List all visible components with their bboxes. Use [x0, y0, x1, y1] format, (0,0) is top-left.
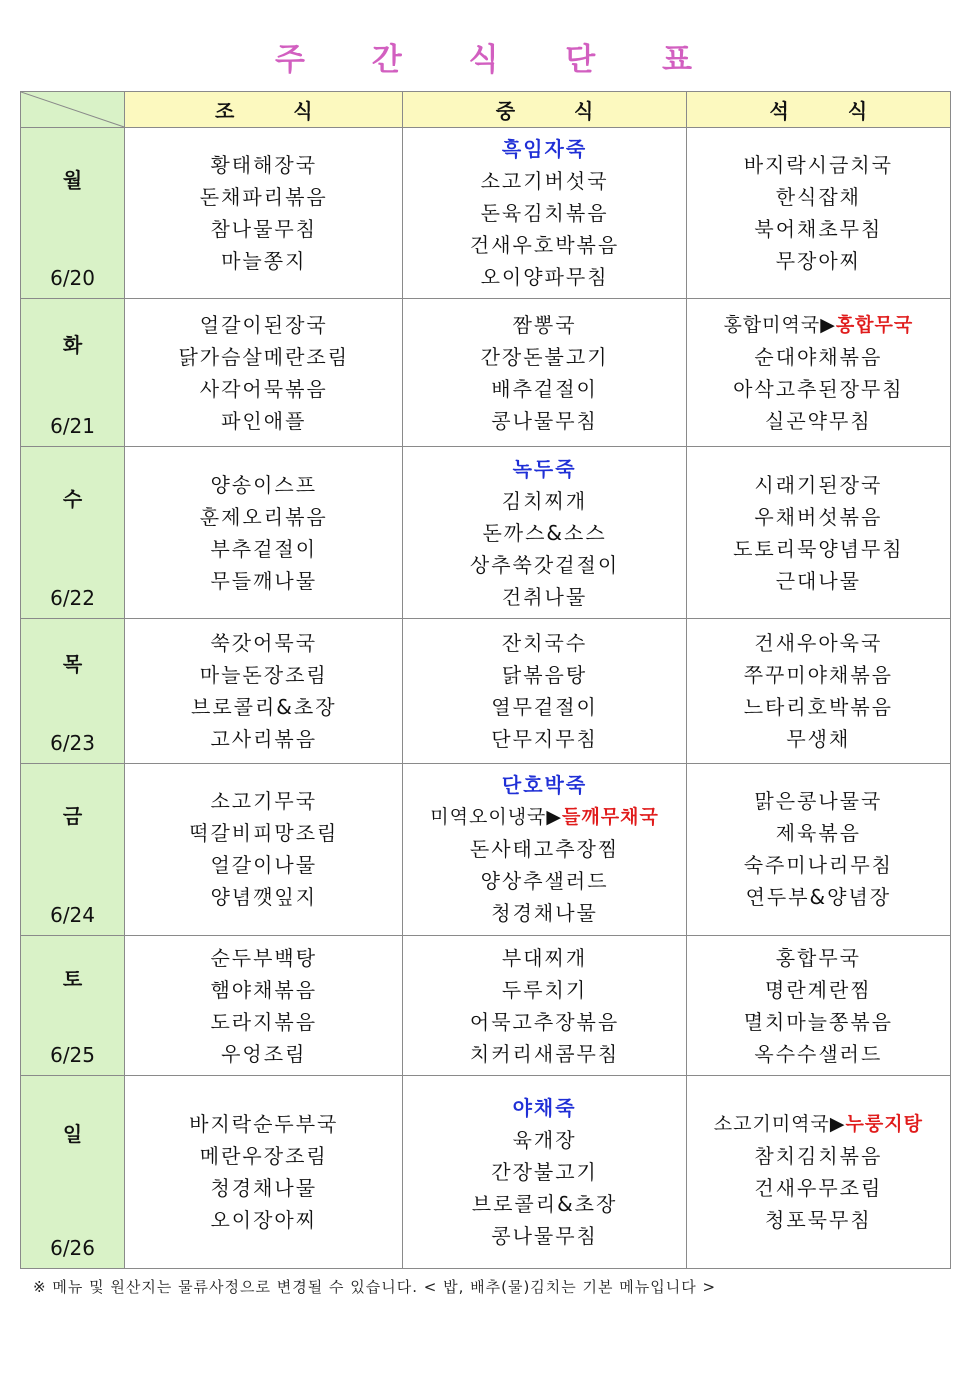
- day-cell: [21, 1076, 125, 1269]
- menu-item-text: 홍합무국: [775, 945, 861, 970]
- menu-item: [687, 723, 950, 755]
- menu-item: [403, 165, 685, 197]
- menu-item: [403, 691, 685, 723]
- menu-item-text: 도토리묵양념무침: [733, 536, 904, 561]
- menu-item: [687, 691, 950, 723]
- menu-item-text: 건새우아욱국: [754, 630, 883, 655]
- menu-item: [687, 181, 950, 213]
- menu-item: [687, 817, 950, 849]
- menu-item-text: 브로콜리&초장: [191, 694, 337, 719]
- menu-item-text: 명란계란찜: [765, 977, 872, 1002]
- menu-item: [403, 833, 685, 865]
- menu-item: [687, 341, 950, 373]
- header-lunch: 중 식: [403, 92, 686, 128]
- menu-item: [125, 309, 402, 341]
- menu-item-text: 브로콜리&초장: [471, 1192, 618, 1217]
- menu-item-text: 닭볶음탕: [501, 662, 588, 687]
- menu-item-text: 멸치마늘쫑볶음: [743, 1009, 893, 1034]
- menu-item: [403, 405, 685, 437]
- menu-item-text: 마늘쫑지: [221, 249, 307, 274]
- menu-item: [403, 1188, 685, 1220]
- menu-item: [403, 485, 685, 517]
- menu-item: [125, 501, 402, 533]
- menu-item-text: 청포묵무침: [765, 1208, 872, 1233]
- menu-item-text: 마늘돈장조림: [199, 662, 328, 687]
- menu-item-text: 돈채파리볶음: [199, 185, 328, 210]
- menu-item-text: 건취나물: [501, 584, 588, 609]
- menu-item-text: 상추쑥갓겉절이: [469, 552, 620, 577]
- menu-item-text: 떡갈비피망조림: [189, 821, 339, 846]
- menu-item: [403, 261, 685, 293]
- footnote: ※ 메뉴 및 원산지는 물류사정으로 변경될 수 있습니다. < 밥, 배추(물)김치는 기본 메뉴입니다 >: [33, 1278, 717, 1296]
- menu-item: [125, 565, 402, 597]
- day-cell: [21, 446, 125, 618]
- day-date: 6/26: [50, 1236, 96, 1260]
- menu-item-text: 제육볶음: [775, 821, 861, 846]
- menu-item: [687, 627, 950, 659]
- menu-item: [125, 1108, 402, 1140]
- menu-item-text: 야채죽: [512, 1096, 577, 1121]
- menu-item-text: 맑은콩나물국: [754, 789, 883, 814]
- menu-item: [403, 549, 685, 581]
- day-name: 화: [62, 332, 83, 357]
- menu-item: [403, 341, 685, 373]
- menu-item: [687, 501, 950, 533]
- day-row: [21, 936, 951, 1076]
- day-cell: [21, 936, 125, 1076]
- menu-item-text: 두루치기: [501, 977, 588, 1002]
- menu-item-text: 단호박죽: [501, 773, 588, 798]
- menu-item: [125, 881, 402, 913]
- menu-item-text: 콩나물무침: [491, 1224, 598, 1249]
- dinner-cell: [686, 1076, 950, 1269]
- dinner-cell: [686, 299, 950, 446]
- menu-item-text: 콩나물무침: [491, 408, 598, 433]
- breakfast-cell: [125, 446, 403, 618]
- header-breakfast: 조 식: [125, 92, 403, 128]
- dinner-cell: [686, 128, 950, 299]
- menu-item: [687, 213, 950, 245]
- menu-item: [687, 1204, 950, 1236]
- day-name: 월: [62, 167, 83, 192]
- menu-item-text: 소고기무국: [210, 789, 318, 814]
- menu-item-text: 홍합미역국▶: [723, 313, 836, 336]
- lunch-cell: [403, 763, 686, 935]
- lunch-cell: [403, 936, 686, 1076]
- menu-item: [125, 659, 402, 691]
- day-cell: [21, 619, 125, 763]
- menu-item-text: 양념깻잎지: [210, 885, 318, 910]
- menu-item: [687, 469, 950, 501]
- day-date: 6/23: [50, 730, 96, 755]
- menu-item: [125, 942, 402, 974]
- menu-item-text: 김치찌개: [501, 488, 588, 513]
- menu-item: [687, 1006, 950, 1038]
- breakfast-cell: [125, 763, 403, 935]
- day-cell: [21, 299, 125, 446]
- day-row: [21, 619, 951, 763]
- menu-item: [125, 627, 402, 659]
- menu-item-text: 무들깨나물: [210, 568, 318, 593]
- menu-item: [403, 309, 685, 341]
- menu-item-text: 간장불고기: [491, 1160, 598, 1185]
- menu-item: [125, 1038, 402, 1070]
- menu-item: [125, 849, 402, 881]
- menu-item-text: 근대나물: [775, 568, 861, 593]
- menu-item-text: 양송이스프: [210, 472, 318, 497]
- menu-item: [403, 373, 685, 405]
- dinner-cell: [686, 936, 950, 1076]
- menu-item: [403, 1156, 685, 1188]
- menu-item-text: 한식잡채: [775, 185, 861, 210]
- menu-item-text: 양상추샐러드: [480, 869, 609, 894]
- porridge-item: [403, 769, 685, 801]
- menu-item: [403, 1220, 685, 1252]
- menu-item-text: 녹두죽: [512, 456, 577, 481]
- menu-item-text: 쭈꾸미야채볶음: [743, 662, 893, 687]
- menu-item: [125, 469, 402, 501]
- menu-item-text: 닭가슴살메란조림: [178, 344, 350, 369]
- menu-item-text: 훈제오리볶음: [199, 504, 328, 529]
- weekly-menu-table: [20, 91, 951, 1269]
- menu-item-text: 부추겉절이: [210, 536, 318, 561]
- lunch-cell: [403, 1076, 686, 1269]
- replacement-item: 누룽지탕: [845, 1113, 923, 1136]
- menu-item: [403, 627, 685, 659]
- page-title: 주 간 식 단 표: [275, 42, 720, 78]
- day-cell: [21, 763, 125, 935]
- breakfast-cell: [125, 936, 403, 1076]
- menu-item-text: 청경채나물: [210, 1176, 318, 1201]
- day-date: 6/22: [50, 586, 96, 611]
- menu-item: [687, 659, 950, 691]
- dinner-cell: [686, 763, 950, 935]
- header-row: [21, 92, 951, 128]
- breakfast-cell: [125, 299, 403, 446]
- menu-item-text: 실곤약무침: [765, 408, 872, 433]
- replacement-item: 홍합무국: [835, 313, 914, 336]
- menu-item-text: 바지락시금치국: [743, 153, 893, 178]
- menu-item-text: 얼갈이된장국: [199, 312, 328, 337]
- day-date: 6/21: [50, 413, 96, 438]
- menu-item-text: 사각어묵볶음: [199, 376, 328, 401]
- header-dinner: 석 식: [686, 92, 950, 128]
- menu-item-text: 돈육김치볶음: [480, 201, 609, 226]
- menu-item: [403, 1006, 685, 1038]
- menu-item-text: 무생채: [786, 726, 851, 751]
- lunch-cell: [403, 128, 686, 299]
- menu-item-text: 순두부백탕: [210, 945, 318, 970]
- menu-item-text: 청경채나물: [491, 901, 598, 926]
- menu-item: [403, 865, 685, 897]
- dinner-cell: [686, 446, 950, 618]
- menu-item: [687, 849, 950, 881]
- day-name: 토: [62, 967, 83, 992]
- breakfast-cell: [125, 619, 403, 763]
- menu-item-text: 쑥갓어묵국: [210, 630, 318, 655]
- day-row: [21, 128, 951, 299]
- menu-item-text: 얼갈이나물: [210, 853, 318, 878]
- menu-item: [125, 149, 402, 181]
- day-cell: [21, 128, 125, 299]
- menu-item-text: 미역오이냉국▶: [430, 806, 563, 829]
- menu-item: [403, 723, 685, 755]
- menu-item: [403, 974, 685, 1006]
- menu-item: [403, 897, 685, 929]
- menu-item-text: 오이장아찌: [210, 1208, 318, 1233]
- menu-item: [125, 533, 402, 565]
- menu-item-text: 건새우무조림: [754, 1176, 883, 1201]
- menu-item: [687, 565, 950, 597]
- day-name: 수: [62, 486, 83, 511]
- replacement-item: 들깨무채국: [562, 806, 659, 829]
- day-name: 목: [62, 651, 83, 676]
- menu-item-text: 아삭고추된장무침: [733, 376, 904, 401]
- lunch-cell: [403, 619, 686, 763]
- menu-item-text: 황태해장국: [210, 153, 318, 178]
- menu-item-text: 무장아찌: [775, 249, 861, 274]
- menu-item-text: 햄야채볶음: [210, 977, 318, 1002]
- menu-item: [125, 373, 402, 405]
- menu-item-text: 메란우장조림: [199, 1144, 328, 1169]
- menu-item-text: 북어채초무침: [754, 217, 883, 242]
- menu-item: [125, 245, 402, 277]
- day-row: [21, 763, 951, 935]
- menu-item-text: 짬뽕국: [512, 312, 577, 337]
- menu-item: [403, 801, 685, 833]
- menu-item-text: 도라지볶음: [210, 1009, 318, 1034]
- menu-item: [125, 181, 402, 213]
- menu-item-text: 돈사태고추장찜: [469, 837, 620, 862]
- menu-item-text: 오이양파무침: [480, 265, 609, 290]
- menu-item: [687, 309, 950, 341]
- menu-item-text: 느타리호박볶음: [743, 694, 893, 719]
- menu-item: [125, 1006, 402, 1038]
- breakfast-cell: [125, 1076, 403, 1269]
- menu-item: [687, 974, 950, 1006]
- day-row: [21, 299, 951, 446]
- day-date: 6/24: [50, 903, 96, 928]
- menu-item: [687, 1140, 950, 1172]
- menu-item-text: 고사리볶음: [210, 726, 318, 751]
- menu-item: [403, 229, 685, 261]
- menu-item-text: 부대찌개: [501, 945, 588, 970]
- menu-item-text: 시래기된장국: [754, 472, 883, 497]
- diagonal-line: [21, 92, 124, 127]
- menu-item-text: 순대야채볶음: [754, 344, 883, 369]
- menu-item-text: 소고기미역국▶: [713, 1113, 846, 1136]
- menu-item: [403, 942, 685, 974]
- menu-item-text: 돈까스&소스: [482, 520, 607, 545]
- lunch-cell: [403, 299, 686, 446]
- menu-item-text: 어묵고추장볶음: [469, 1009, 620, 1034]
- menu-item-text: 육개장: [512, 1128, 577, 1153]
- menu-item: [125, 1172, 402, 1204]
- menu-item-text: 우채버섯볶음: [754, 504, 883, 529]
- menu-item-text: 열무겉절이: [491, 694, 598, 719]
- porridge-item: [403, 1092, 685, 1124]
- day-date: 6/25: [50, 1043, 96, 1068]
- menu-item-text: 간장돈불고기: [480, 344, 609, 369]
- menu-item: [687, 245, 950, 277]
- breakfast-cell: [125, 128, 403, 299]
- menu-item-text: 숙주미나리무침: [743, 853, 893, 878]
- menu-item-text: 단무지무침: [491, 726, 598, 751]
- menu-item: [687, 881, 950, 913]
- menu-item-text: 건새우호박볶음: [469, 233, 620, 258]
- menu-item-text: 바지락순두부국: [189, 1112, 339, 1137]
- menu-item: [125, 785, 402, 817]
- menu-item-text: 소고기버섯국: [480, 169, 609, 194]
- menu-item: [687, 942, 950, 974]
- menu-item-text: 참치김치볶음: [754, 1144, 883, 1169]
- menu-item: [403, 1124, 685, 1156]
- menu-item-text: 흑임자죽: [501, 137, 588, 162]
- day-row: [21, 446, 951, 618]
- menu-item: [403, 581, 685, 613]
- menu-item: [687, 149, 950, 181]
- menu-item: [125, 341, 402, 373]
- menu-item: [125, 213, 402, 245]
- menu-item-text: 잔치국수: [501, 630, 588, 655]
- menu-item: [403, 197, 685, 229]
- day-name: 금: [62, 803, 83, 828]
- menu-item: [125, 974, 402, 1006]
- menu-item: [125, 1204, 402, 1236]
- menu-item: [125, 691, 402, 723]
- menu-item: [125, 1140, 402, 1172]
- porridge-item: [403, 453, 685, 485]
- menu-item-text: 배추겉절이: [491, 376, 598, 401]
- menu-item: [403, 1038, 685, 1070]
- menu-item: [687, 1172, 950, 1204]
- porridge-item: [403, 133, 685, 165]
- menu-item: [403, 659, 685, 691]
- menu-item: [125, 817, 402, 849]
- menu-item: [687, 1038, 950, 1070]
- menu-item-text: 참나물무침: [210, 217, 318, 242]
- day-date: 6/20: [50, 266, 96, 291]
- menu-item: [403, 517, 685, 549]
- menu-item: [687, 785, 950, 817]
- menu-item-text: 치커리새콤무침: [469, 1041, 620, 1066]
- menu-item: [687, 373, 950, 405]
- lunch-cell: [403, 446, 686, 618]
- day-row: [21, 1076, 951, 1269]
- menu-item: [687, 405, 950, 437]
- corner-cell: [21, 92, 125, 128]
- menu-item: [125, 405, 402, 437]
- menu-item-text: 옥수수샐러드: [754, 1041, 883, 1066]
- menu-item-text: 파인애플: [221, 408, 307, 433]
- menu-item: [687, 533, 950, 565]
- day-name: 일: [62, 1122, 83, 1147]
- menu-item: [687, 1108, 950, 1140]
- menu-item-text: 우엉조림: [221, 1041, 307, 1066]
- dinner-cell: [686, 619, 950, 763]
- menu-item-text: 연두부&양념장: [745, 885, 892, 910]
- menu-item: [125, 723, 402, 755]
